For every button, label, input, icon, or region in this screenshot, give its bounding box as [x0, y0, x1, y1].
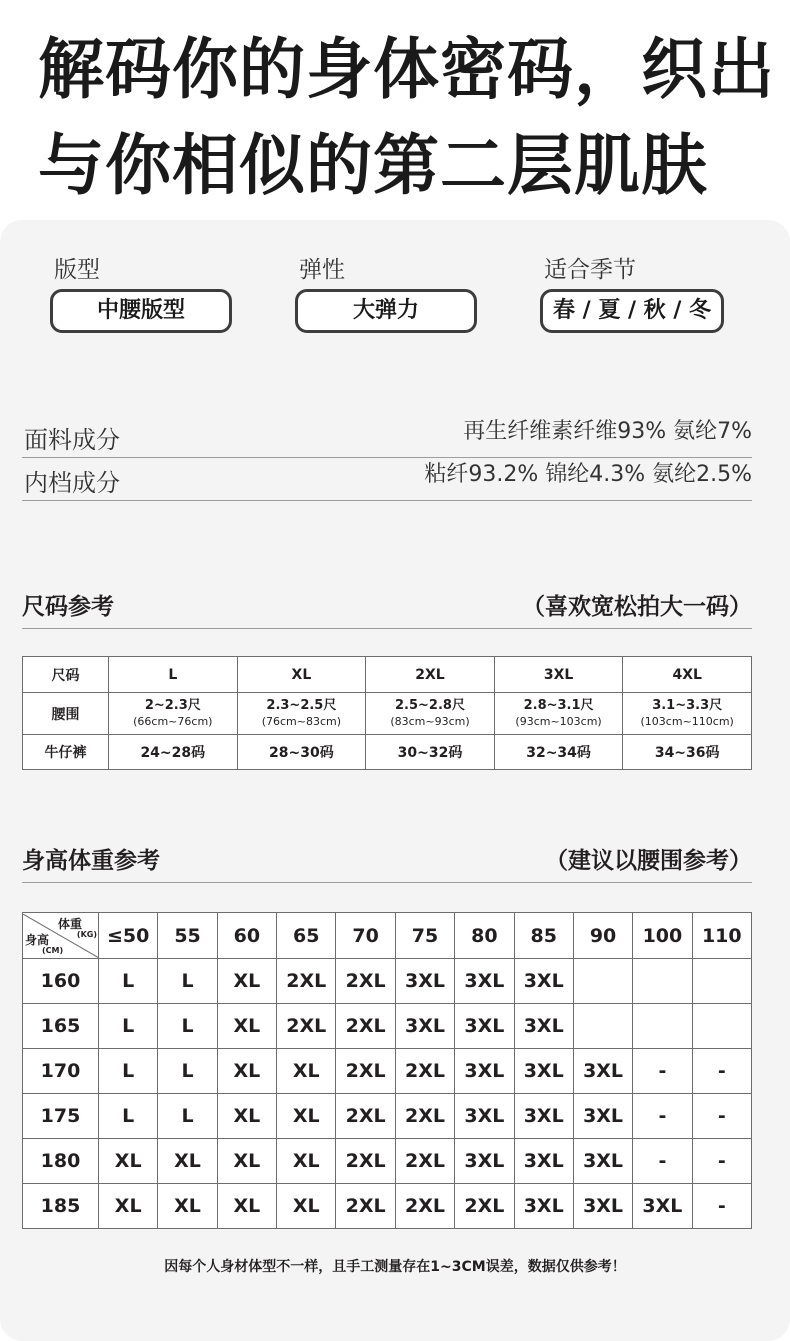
waist-cm: (103cm~110cm) [640, 714, 734, 728]
weight-header: 90 [573, 913, 632, 959]
size-cell: 2XL [395, 1139, 454, 1184]
size-cell: 3XL [395, 959, 454, 1004]
size-cell [573, 959, 632, 1004]
waist-chi: 2.5~2.8尺 [395, 697, 465, 713]
size-cell [573, 1004, 632, 1049]
disclaimer-footnote: 因每个人身材体型不一样，且手工测量存在1~3CM误差，数据仅供参考！ [164, 1259, 626, 1275]
attribute-value: 中腰版型 [50, 289, 232, 333]
size-cell: 3XL [455, 959, 514, 1004]
size-cell: 3XL [573, 1139, 632, 1184]
size-cell: 3XL [494, 657, 623, 693]
size-cell: - [692, 1049, 751, 1094]
section-note: （建议以腰围参考） [545, 848, 752, 874]
height-unit: (CM) [42, 945, 64, 955]
attribute-label: 版型 [54, 257, 100, 283]
size-cell: XL [99, 1139, 158, 1184]
size-cell: 2XL [336, 1094, 395, 1139]
headline-line-2: 与你相似的第二层肌肤 [38, 127, 708, 204]
weight-header: 55 [158, 913, 217, 959]
weight-header: 65 [277, 913, 336, 959]
height-cell: 160 [23, 959, 99, 1004]
size-cell: - [633, 1094, 692, 1139]
size-cell: 3XL [514, 1094, 573, 1139]
weight-header: 70 [336, 913, 395, 959]
weight-unit: (KG) [76, 929, 97, 939]
size-cell: - [633, 1139, 692, 1184]
jeans-cell: 28~30码 [237, 735, 366, 770]
jeans-cell: 34~36码 [623, 735, 752, 770]
row-header: 牛仔裤 [23, 735, 109, 770]
size-cell: 2XL [336, 1184, 395, 1229]
size-cell: XL [158, 1139, 217, 1184]
waist-cell [366, 693, 495, 735]
height-cell: 185 [23, 1184, 99, 1229]
size-cell: 3XL [573, 1094, 632, 1139]
size-cell: L [158, 1049, 217, 1094]
size-cell: 3XL [455, 1049, 514, 1094]
size-cell: XL [99, 1184, 158, 1229]
size-cell: 2XL [395, 1184, 454, 1229]
waist-cm: (76cm~83cm) [261, 714, 342, 728]
height-label: 身高 [25, 932, 50, 947]
headline-line-1: 解码你的身体密码，织出 [38, 31, 775, 108]
size-cell: 2XL [336, 959, 395, 1004]
waist-chi: 2~2.3尺 [144, 697, 201, 713]
waist-cell [494, 693, 623, 735]
attribute-value: 春 / 夏 / 秋 / 冬 [540, 289, 724, 333]
height-cell: 165 [23, 1004, 99, 1049]
composition-row-fabric [22, 415, 752, 458]
size-cell: 3XL [455, 1139, 514, 1184]
waist-chi: 2.8~3.1尺 [523, 697, 594, 713]
weight-header: 100 [633, 913, 692, 959]
size-cell: L [99, 959, 158, 1004]
size-cell: 3XL [514, 1049, 573, 1094]
section-note: （喜欢宽松拍大一码） [522, 594, 752, 620]
table-row [23, 1184, 752, 1229]
attribute-season [540, 255, 724, 333]
size-cell: XL [217, 959, 276, 1004]
size-cell: L [158, 1094, 217, 1139]
waist-chi: 2.3~2.5尺 [266, 697, 337, 713]
weight-header: 110 [692, 913, 751, 959]
jeans-cell: 30~32码 [366, 735, 495, 770]
size-cell: - [633, 1049, 692, 1094]
size-cell: XL [277, 1139, 336, 1184]
weight-header: 60 [217, 913, 276, 959]
size-cell: 2XL [277, 959, 336, 1004]
table-row [23, 1139, 752, 1184]
size-cell: XL [237, 657, 366, 693]
height-cell: 180 [23, 1139, 99, 1184]
composition-label: 内档成分 [24, 469, 120, 497]
waist-cm: (66cm~76cm) [133, 714, 213, 728]
size-cell: XL [277, 1094, 336, 1139]
composition-value: 再生纤维素纤维93% 氨纶7% [463, 419, 752, 444]
size-cell: 3XL [514, 1184, 573, 1229]
waist-cell [109, 693, 238, 735]
attribute-fit [50, 255, 232, 333]
size-section-title [22, 588, 752, 629]
size-cell: 3XL [573, 1049, 632, 1094]
height-weight-body [23, 959, 752, 1229]
waist-cell [623, 693, 752, 735]
size-cell: XL [217, 1004, 276, 1049]
height-weight-table [22, 912, 752, 1229]
size-cell: 2XL [336, 1004, 395, 1049]
size-cell: XL [217, 1139, 276, 1184]
table-row [23, 693, 752, 735]
size-cell: 2XL [336, 1139, 395, 1184]
waist-chi: 3.1~3.3尺 [652, 697, 723, 713]
weight-header: 80 [455, 913, 514, 959]
size-cell: L [109, 657, 238, 693]
table-row [23, 1004, 752, 1049]
attribute-value: 大弹力 [295, 289, 477, 333]
size-cell: 3XL [514, 1004, 573, 1049]
size-cell: L [99, 1094, 158, 1139]
composition-label: 面料成分 [24, 426, 120, 454]
attribute-label: 适合季节 [544, 257, 636, 283]
size-cell: L [99, 1049, 158, 1094]
size-cell: 3XL [573, 1184, 632, 1229]
weight-header: 75 [395, 913, 454, 959]
size-cell: XL [217, 1049, 276, 1094]
table-row [23, 735, 752, 770]
weight-header: ≤50 [99, 913, 158, 959]
size-cell: L [158, 1004, 217, 1049]
attribute-elasticity [295, 255, 477, 333]
size-cell: - [692, 1094, 751, 1139]
size-cell [692, 1004, 751, 1049]
size-cell: - [692, 1139, 751, 1184]
size-cell [633, 959, 692, 1004]
row-header: 尺码 [23, 657, 109, 693]
size-cell: 3XL [455, 1094, 514, 1139]
composition-row-lining [22, 458, 752, 501]
waist-cm: (93cm~103cm) [515, 714, 602, 728]
size-cell: 2XL [395, 1094, 454, 1139]
table-row [23, 1049, 752, 1094]
height-cell: 175 [23, 1094, 99, 1139]
weight-label: 体重 [57, 916, 82, 931]
row-header: 腰围 [23, 693, 109, 735]
table-row [23, 657, 752, 693]
size-cell: 2XL [277, 1004, 336, 1049]
size-cell: 2XL [455, 1184, 514, 1229]
waist-cell [237, 693, 366, 735]
size-cell: 3XL [455, 1004, 514, 1049]
size-cell [692, 959, 751, 1004]
size-cell: L [99, 1004, 158, 1049]
size-cell: 2XL [366, 657, 495, 693]
table-row [23, 913, 752, 959]
size-cell [633, 1004, 692, 1049]
table-row [23, 959, 752, 1004]
size-cell: 2XL [336, 1049, 395, 1094]
size-cell: XL [217, 1184, 276, 1229]
height-weight-section-title [22, 842, 752, 883]
jeans-cell: 24~28码 [109, 735, 238, 770]
size-cell: 4XL [623, 657, 752, 693]
size-cell: 3XL [514, 959, 573, 1004]
jeans-cell: 32~34码 [494, 735, 623, 770]
size-cell: 3XL [514, 1139, 573, 1184]
size-chart-table [22, 656, 752, 770]
attribute-label: 弹性 [299, 257, 345, 283]
size-cell: L [158, 959, 217, 1004]
waist-cm: (83cm~93cm) [390, 714, 470, 728]
weight-header: 85 [514, 913, 573, 959]
size-cell: XL [158, 1184, 217, 1229]
composition-value: 粘纤93.2% 锦纶4.3% 氨纶2.5% [424, 462, 752, 487]
size-cell: 3XL [395, 1004, 454, 1049]
size-cell: 3XL [633, 1184, 692, 1229]
section-title: 身高体重参考 [22, 848, 160, 874]
size-cell: - [692, 1184, 751, 1229]
height-cell: 170 [23, 1049, 99, 1094]
size-cell: XL [217, 1094, 276, 1139]
table-row [23, 1094, 752, 1139]
headline [38, 22, 775, 214]
section-title: 尺码参考 [22, 594, 114, 620]
corner-cell [23, 913, 99, 959]
size-cell: 2XL [395, 1049, 454, 1094]
size-cell: XL [277, 1049, 336, 1094]
size-cell: XL [277, 1184, 336, 1229]
